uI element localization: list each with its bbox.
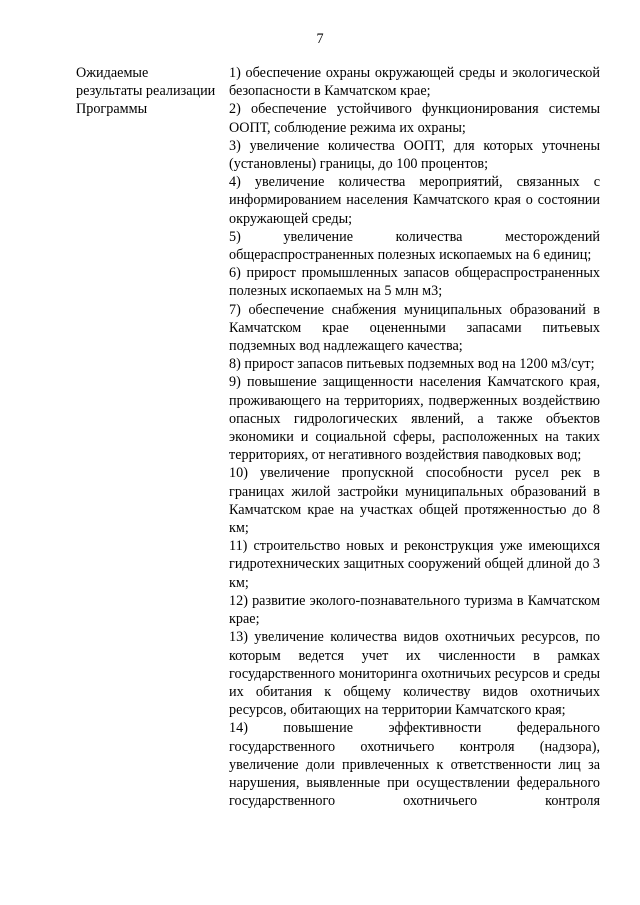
page-number: 7 <box>316 31 324 47</box>
result-item-5: 5) увеличение количества месторождений общераспространенных полезных ископаемых на 6 единиц; <box>229 228 600 264</box>
result-item-6: 6) прирост промышленных запасов общераспространенных полезных ископаемых на 5 млн м3; <box>229 265 600 300</box>
result-item-9: 9) повышение защищенности населения Камчатского края, проживающего на территориях, подверженных воздействию опасных гидрологических явлений, а также объектов экономики и социальной сферы, расположенных на таких территориях, от негативного воздействия паводковых вод; <box>229 374 600 464</box>
result-item-2: 2) обеспечение устойчивого функционирования системы ООПТ, соблюдение режима их охраны; <box>229 101 600 136</box>
result-item-3: 3) увеличение количества ООПТ, для которых уточнены (установлены) границы, до 100 процентов; <box>229 137 600 173</box>
section-label <box>76 64 232 119</box>
result-item-1: 1) обеспечение охраны окружающей среды и экологической безопасности в Камчатском крае; <box>229 65 600 100</box>
result-item-14: 14) повышение эффективности федерального государственного охотничьего контроля (надзора), увеличение доли привлеченных к ответственности лиц за нарушения, выявленные при осуществлении федерального государственного охотничьего контроля <box>229 720 600 810</box>
result-item-7: 7) обеспечение снабжения муниципальных образований в Камчатском крае оцененными запасами питьевых подземных вод надлежащего качества; <box>229 301 600 355</box>
section-label-line-1: Ожидаемые <box>76 65 149 81</box>
result-item-4: 4) увеличение количества мероприятий, связанных с информированием населения Камчатского края о состоянии окружающей среды; <box>229 174 600 227</box>
result-item-8: 8) прирост запасов питьевых подземных вод на 1200 м3/сут; <box>229 356 595 373</box>
result-item-13: 13) увеличение количества видов охотничьих ресурсов, по которым ведется учет их численности в рамках государственного мониторинга охотничьих ресурсов и среды их обитания к общему количеству видов охотничьих ресурсов, обитающих на территории Камчатского края; <box>229 629 600 719</box>
section-label-line-2: результаты реализации <box>76 83 216 100</box>
result-item-11: 11) строительство новых и реконструкция уже имеющихся гидротехнических защитных сооружений общей длиной до 3 км; <box>229 538 600 591</box>
expected-results-list <box>229 64 600 810</box>
result-item-10: 10) увеличение пропускной способности русел рек в границах жилой застройки муниципальных образований в Камчатском крае на участках общей протяженностью до 8 км; <box>229 465 600 537</box>
result-item-12: 12) развитие эколого-познавательного туризма в Камчатском крае; <box>229 592 600 628</box>
section-label-line-3: Программы <box>76 101 148 118</box>
